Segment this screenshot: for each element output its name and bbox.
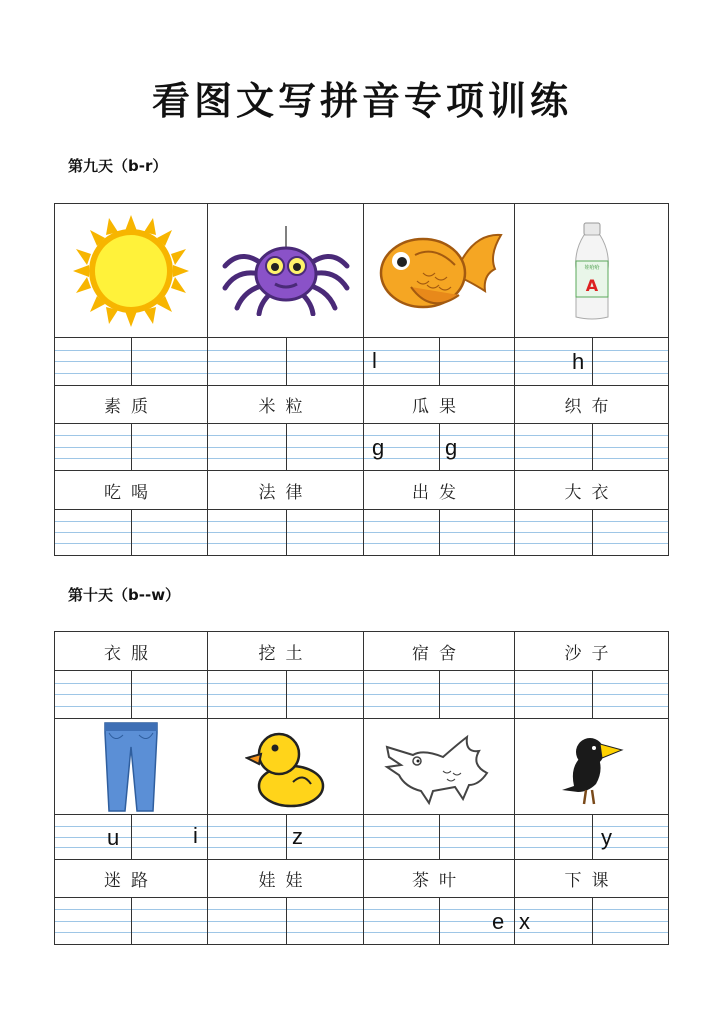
word-text: 素质	[104, 397, 158, 417]
word-cell	[515, 860, 668, 897]
svg-text:娃哈哈: 娃哈哈	[583, 264, 600, 271]
crow-icon	[515, 719, 668, 814]
word-text: 沙子	[564, 643, 619, 664]
word-cell	[208, 860, 364, 897]
pinyin-cell	[208, 898, 364, 944]
pinyin-row	[55, 338, 668, 385]
pinyin-letter: g	[445, 435, 458, 460]
pinyin-cell	[364, 338, 515, 385]
pinyin-cell	[515, 815, 668, 859]
pinyin-cell	[55, 815, 208, 859]
word-text: 瓜果	[412, 397, 466, 417]
image-cell	[515, 204, 668, 337]
image-cell	[515, 719, 668, 814]
word-cell	[208, 471, 364, 509]
word-row	[55, 386, 668, 423]
word-row	[55, 860, 668, 897]
pinyin-cell	[208, 510, 364, 555]
word-cell	[208, 386, 364, 423]
pinyin-cell	[208, 815, 364, 859]
image-cell	[208, 719, 364, 814]
word-cell	[208, 632, 364, 670]
word-text: 大衣	[564, 482, 619, 503]
image-cell	[208, 204, 364, 337]
pinyin-cell	[515, 510, 668, 555]
pinyin-cell	[515, 338, 668, 385]
image-row	[55, 204, 668, 337]
pinyin-cell	[55, 671, 208, 718]
pinyin-cell	[55, 424, 208, 470]
fish-icon	[364, 204, 514, 337]
pinyin-cell	[208, 424, 364, 470]
crocodile-icon	[364, 719, 514, 814]
word-cell	[55, 860, 208, 897]
word-text: 法律	[258, 482, 313, 503]
word-text: 吃喝	[104, 482, 158, 503]
section-label-day9: 第九天（b-r）	[68, 157, 168, 175]
pinyin-cell	[364, 815, 515, 859]
pinyin-letter: u	[107, 825, 120, 850]
word-row	[55, 471, 668, 509]
trousers-icon	[55, 719, 207, 814]
pinyin-letter: g	[372, 435, 385, 460]
word-cell	[364, 860, 515, 897]
pinyin-row	[55, 815, 668, 859]
pinyin-letter: y	[601, 825, 612, 850]
word-cell	[364, 471, 515, 509]
image-cell	[55, 204, 208, 337]
pinyin-cell	[364, 898, 515, 944]
word-text: 出发	[412, 482, 466, 503]
word-text: 茶叶	[412, 871, 466, 891]
pinyin-cell	[208, 671, 364, 718]
svg-text:A: A	[585, 275, 598, 295]
word-cell	[364, 632, 515, 670]
word-cell	[55, 471, 208, 509]
page-title: 看图文写拼音专项训练	[151, 78, 572, 123]
duck-icon	[208, 719, 363, 814]
pinyin-cell	[364, 671, 515, 718]
pinyin-row	[55, 424, 668, 470]
word-cell	[515, 632, 668, 670]
pinyin-cell	[364, 510, 515, 555]
pinyin-cell	[55, 510, 208, 555]
pinyin-cell	[55, 338, 208, 385]
worksheet-grid-day10	[54, 631, 669, 945]
image-cell	[364, 204, 515, 337]
pinyin-letter: l	[372, 348, 377, 373]
yogurt-bottle-icon	[515, 204, 668, 337]
pinyin-cell	[208, 338, 364, 385]
pinyin-cell	[515, 671, 668, 718]
pinyin-row	[55, 671, 668, 718]
word-cell	[55, 632, 208, 670]
pinyin-row	[55, 510, 668, 555]
word-text: 迷路	[104, 871, 158, 891]
pinyin-cell	[364, 424, 515, 470]
pinyin-cell	[55, 898, 208, 944]
section-label-day10: 第十天（b--w）	[68, 586, 181, 604]
word-cell	[515, 471, 668, 509]
word-row	[55, 632, 668, 670]
pinyin-letter: h	[572, 349, 585, 374]
pinyin-cell	[515, 424, 668, 470]
image-cell	[55, 719, 208, 814]
spider-icon	[208, 204, 363, 337]
word-text: 宿舍	[412, 643, 466, 664]
word-text: 挖土	[258, 643, 313, 664]
image-row	[55, 719, 668, 814]
word-text: 下课	[564, 871, 619, 891]
pinyin-letter: z	[292, 824, 303, 849]
sun-icon	[55, 204, 207, 337]
word-text: 衣服	[104, 643, 158, 664]
word-text: 娃娃	[258, 871, 313, 891]
pinyin-row	[55, 898, 668, 944]
word-cell	[364, 386, 515, 423]
word-cell	[515, 386, 668, 423]
word-text: 米粒	[258, 397, 313, 417]
pinyin-letter: i	[193, 823, 198, 848]
word-text: 织布	[564, 397, 619, 417]
image-cell	[364, 719, 515, 814]
pinyin-cell	[515, 898, 668, 944]
worksheet-grid-day9	[54, 203, 669, 556]
pinyin-letter: x	[519, 909, 530, 934]
word-cell	[55, 386, 208, 423]
pinyin-letter: e	[492, 909, 505, 934]
